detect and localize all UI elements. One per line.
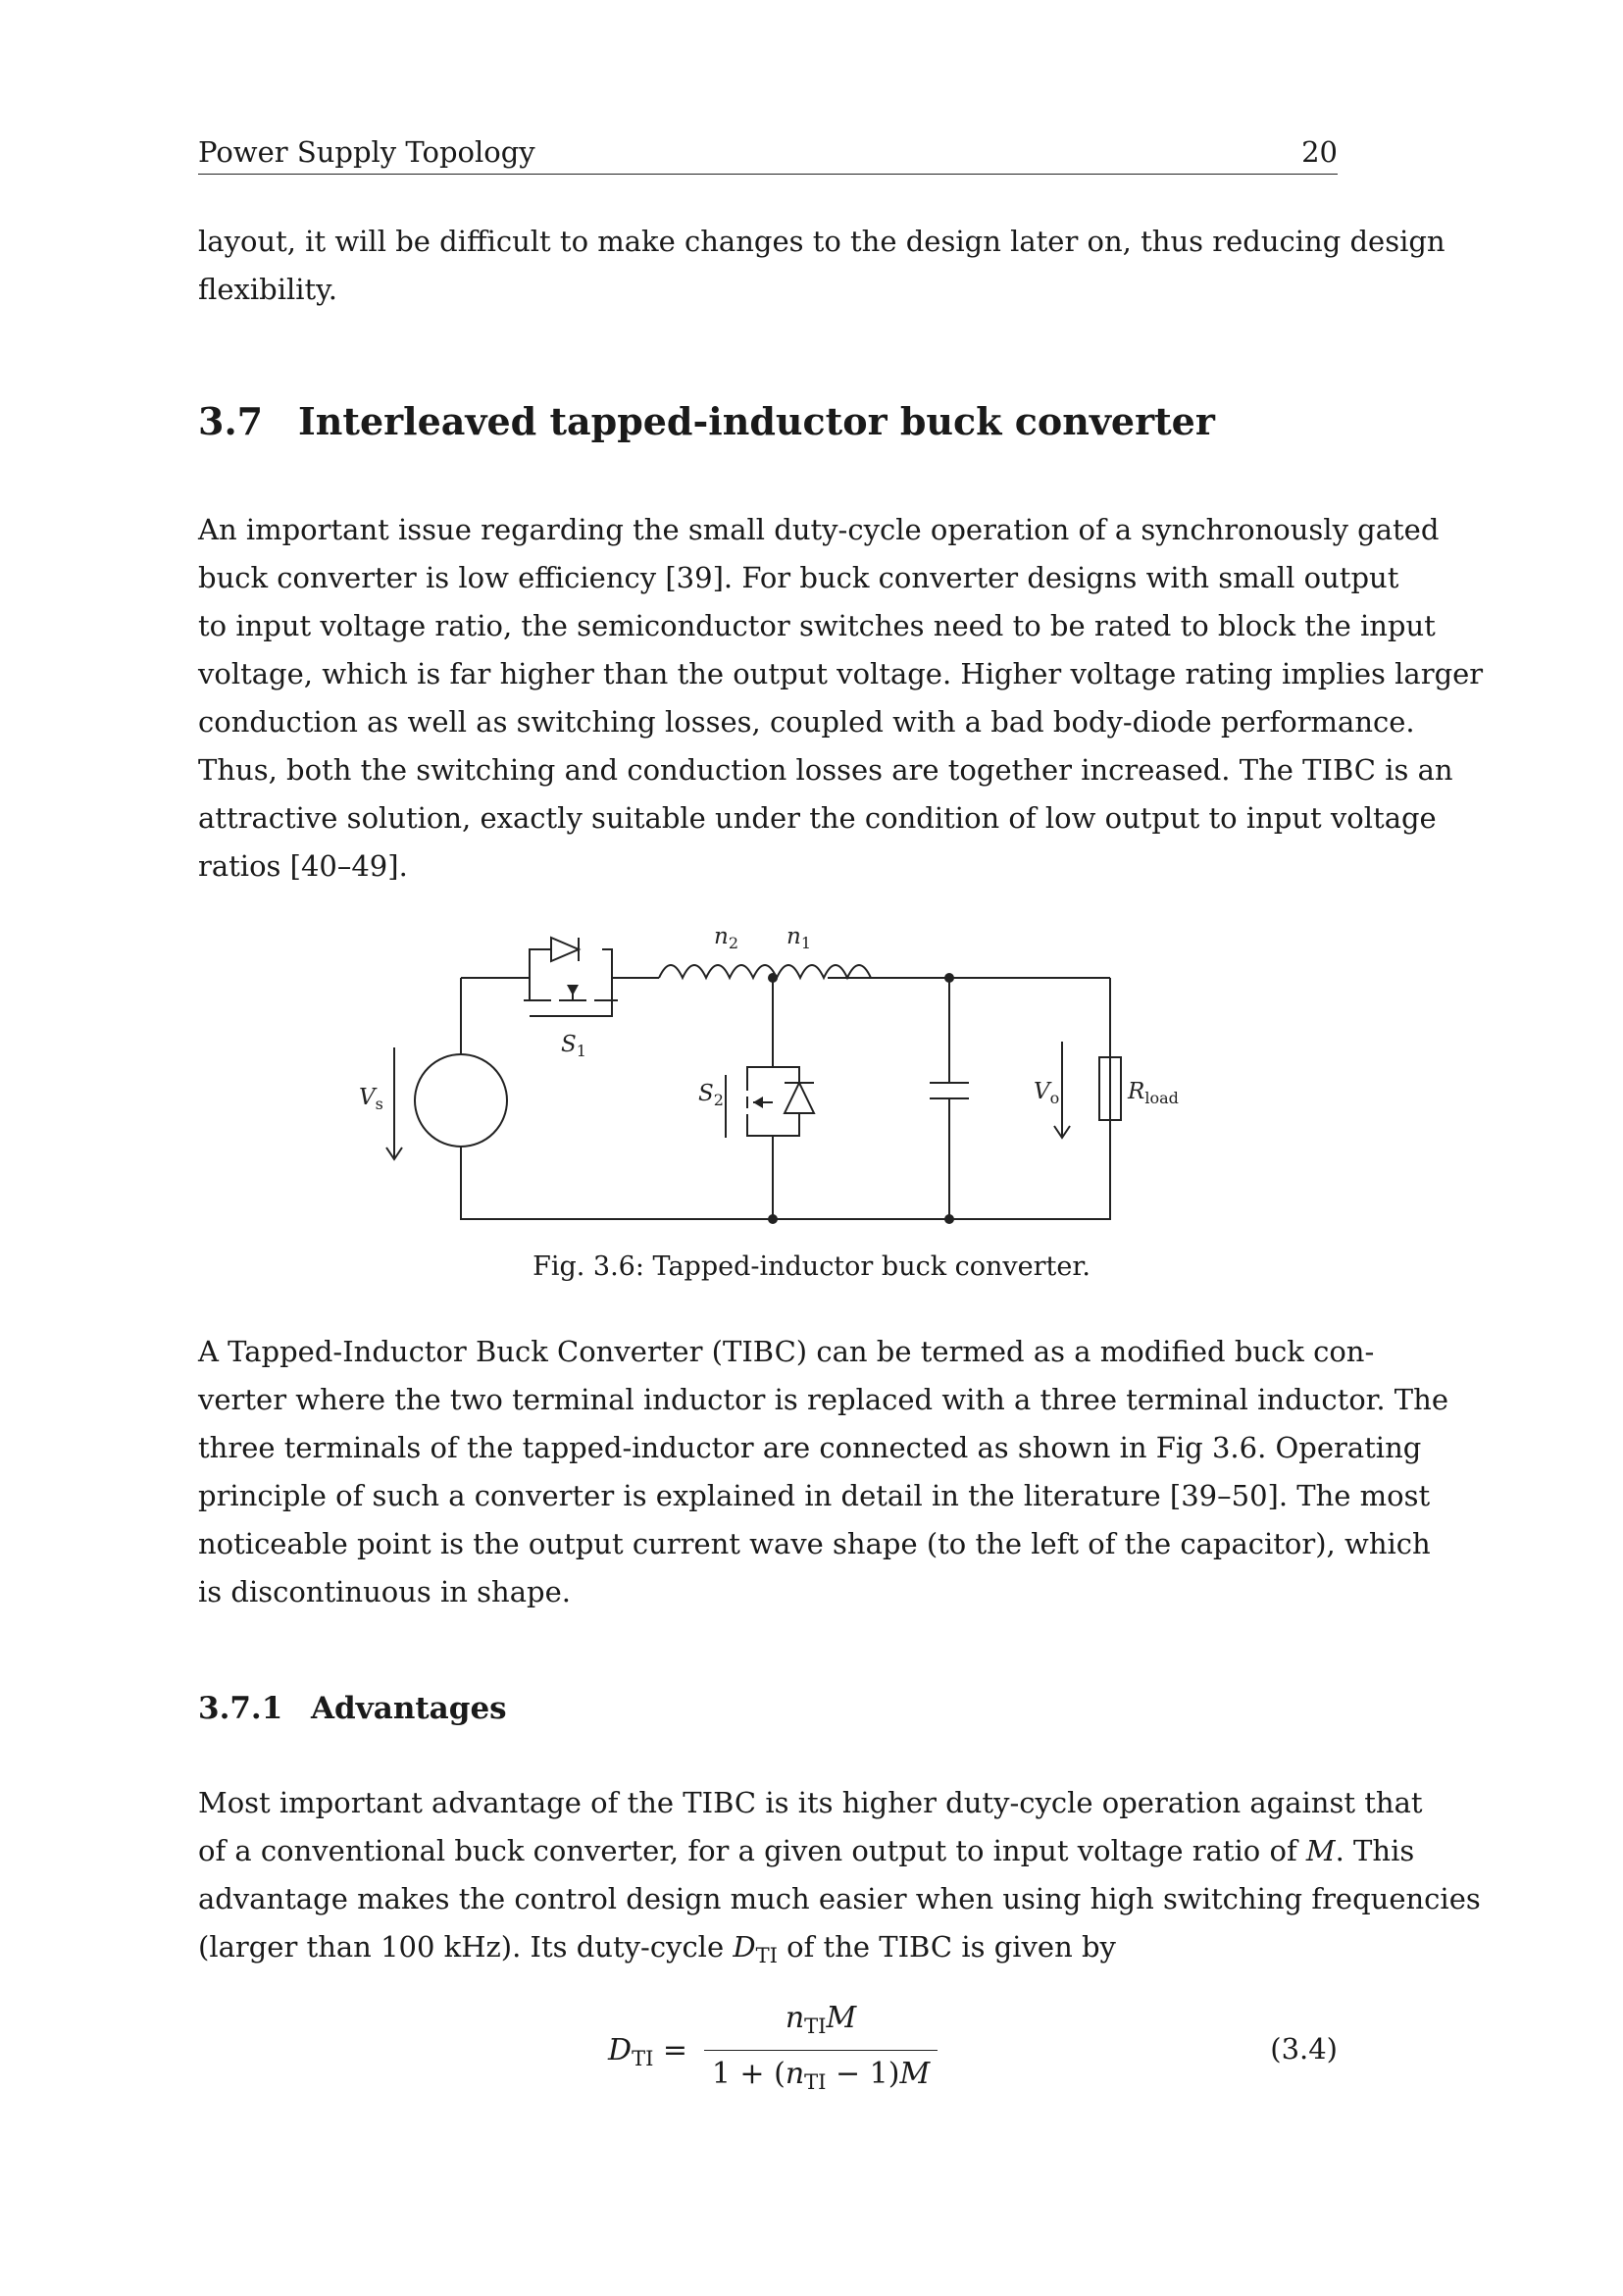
text-line: ratios [40–49].	[198, 849, 408, 883]
equation-3-4	[608, 1997, 961, 2105]
text-run: (larger than 100 kHz). Its duty-cycle	[198, 1930, 734, 1964]
header-page-number: 20	[1301, 135, 1338, 169]
text-line: to input voltage ratio, the semiconductor switches need to be rated to block the input	[198, 609, 1436, 642]
subsection-heading	[198, 1688, 507, 1729]
text-line: buck converter is low efficiency [39]. For buck converter designs with small output	[198, 561, 1399, 594]
paragraph-1	[198, 506, 1484, 891]
section-title: Interleaved tapped-inductor buck converter	[298, 399, 1215, 443]
voltage-source	[415, 1054, 507, 1147]
text-run: . This	[1335, 1834, 1415, 1867]
vs-arrow	[386, 1047, 402, 1159]
paragraph-2	[198, 1328, 1448, 1616]
node-dot	[944, 1214, 954, 1224]
section-number: 3.7	[198, 399, 264, 443]
s1-gate	[530, 1000, 612, 1016]
equation-number: (3.4)	[1270, 2032, 1338, 2066]
s2-source	[747, 1126, 773, 1219]
text-run: of a conventional buck converter, for a given output to input voltage ratio of	[198, 1834, 1306, 1867]
equation-fraction	[704, 1997, 938, 2104]
text-line: A Tapped-Inductor Buck Converter (TIBC) can be termed as a modified buck con-	[198, 1335, 1375, 1368]
subsection-number: 3.7.1	[198, 1691, 283, 1726]
text-line: is discontinuous in shape.	[198, 1575, 571, 1608]
text-line: attractive solution, exactly suitable under the condition of low output to input voltage	[198, 801, 1437, 835]
running-header	[198, 132, 1338, 175]
equation-lhs: $D_{TI}$ =	[608, 2033, 688, 2070]
subsection-title: Advantages	[311, 1691, 507, 1726]
s2-diode-body	[785, 1083, 814, 1113]
text-line: Most important advantage of the TIBC is its higher duty-cycle operation against that	[198, 1786, 1423, 1819]
text-line	[198, 1923, 1338, 1980]
s2-diode-bottom	[773, 1113, 799, 1136]
label-vo: $V_o$	[1034, 1079, 1060, 1107]
circuit-diagram	[0, 902, 1623, 1255]
fraction-bar	[704, 2050, 938, 2051]
wire-outer	[461, 978, 1110, 1219]
section-heading	[198, 397, 1215, 446]
label-rload: $R_{load}$	[1128, 1079, 1179, 1107]
math-var: M	[1305, 1834, 1336, 1867]
text-line: conduction as well as switching losses, coupled with a bad body-diode performance.	[198, 705, 1415, 739]
text-line: Thus, both the switching and conduction losses are together increased. The TIBC is an	[198, 753, 1453, 787]
label-n2: $n_2$	[714, 924, 739, 952]
node-dot	[944, 973, 954, 983]
text-line: layout, it will be difficult to make changes to the design later on, thus reducing design	[198, 225, 1445, 258]
equation-numerator: $n_{TI}M$	[785, 2001, 857, 2038]
text-line: three terminals of the tapped-inductor are connected as shown in Fig 3.6. Operating	[198, 1431, 1422, 1464]
paragraph-3	[198, 1779, 1481, 1980]
equation-denominator: $1 + (n_{TI} - 1)M$	[711, 2057, 931, 2094]
header-section-title: Power Supply Topology	[198, 135, 535, 169]
text-line: voltage, which is far higher than the output voltage. Higher voltage rating implies larger	[198, 657, 1484, 690]
text-line: An important issue regarding the small duty-cycle operation of a synchronously gated	[198, 513, 1440, 546]
tapped-inductor	[659, 965, 871, 978]
text-line: advantage makes the control design much easier when using high switching frequencies	[198, 1882, 1481, 1915]
s2-diode-top	[773, 1067, 799, 1083]
label-n1: $n_1$	[786, 924, 812, 952]
text-line: flexibility.	[198, 273, 337, 306]
math-sub: TI	[755, 1944, 778, 1967]
text-line: noticeable point is the output current wave shape (to the left of the capacitor), which	[198, 1527, 1431, 1560]
text-line: principle of such a converter is explained in detail in the literature [39–50]. The most	[198, 1479, 1431, 1512]
node-dot	[768, 973, 778, 983]
s2-drain	[747, 1067, 773, 1079]
s1-diode-body	[551, 938, 579, 961]
text-line	[198, 1827, 1415, 1875]
math-var: D	[733, 1930, 756, 1964]
intro-paragraph	[198, 218, 1445, 314]
label-s2: $S_2$	[698, 1081, 724, 1109]
node-dot	[768, 1214, 778, 1224]
capacitor	[930, 1083, 969, 1098]
s1-arrow	[567, 985, 579, 995]
s2-arrow	[753, 1097, 763, 1108]
text-run: of the TIBC is given by	[777, 1930, 1116, 1964]
label-s1: $S_1$	[561, 1032, 586, 1060]
label-vs: $V_s$	[359, 1085, 383, 1113]
text-line: verter where the two terminal inductor is replaced with a three terminal inductor. The	[198, 1383, 1448, 1416]
figure-caption: Fig. 3.6: Tapped-inductor buck converter.	[533, 1251, 1090, 1282]
